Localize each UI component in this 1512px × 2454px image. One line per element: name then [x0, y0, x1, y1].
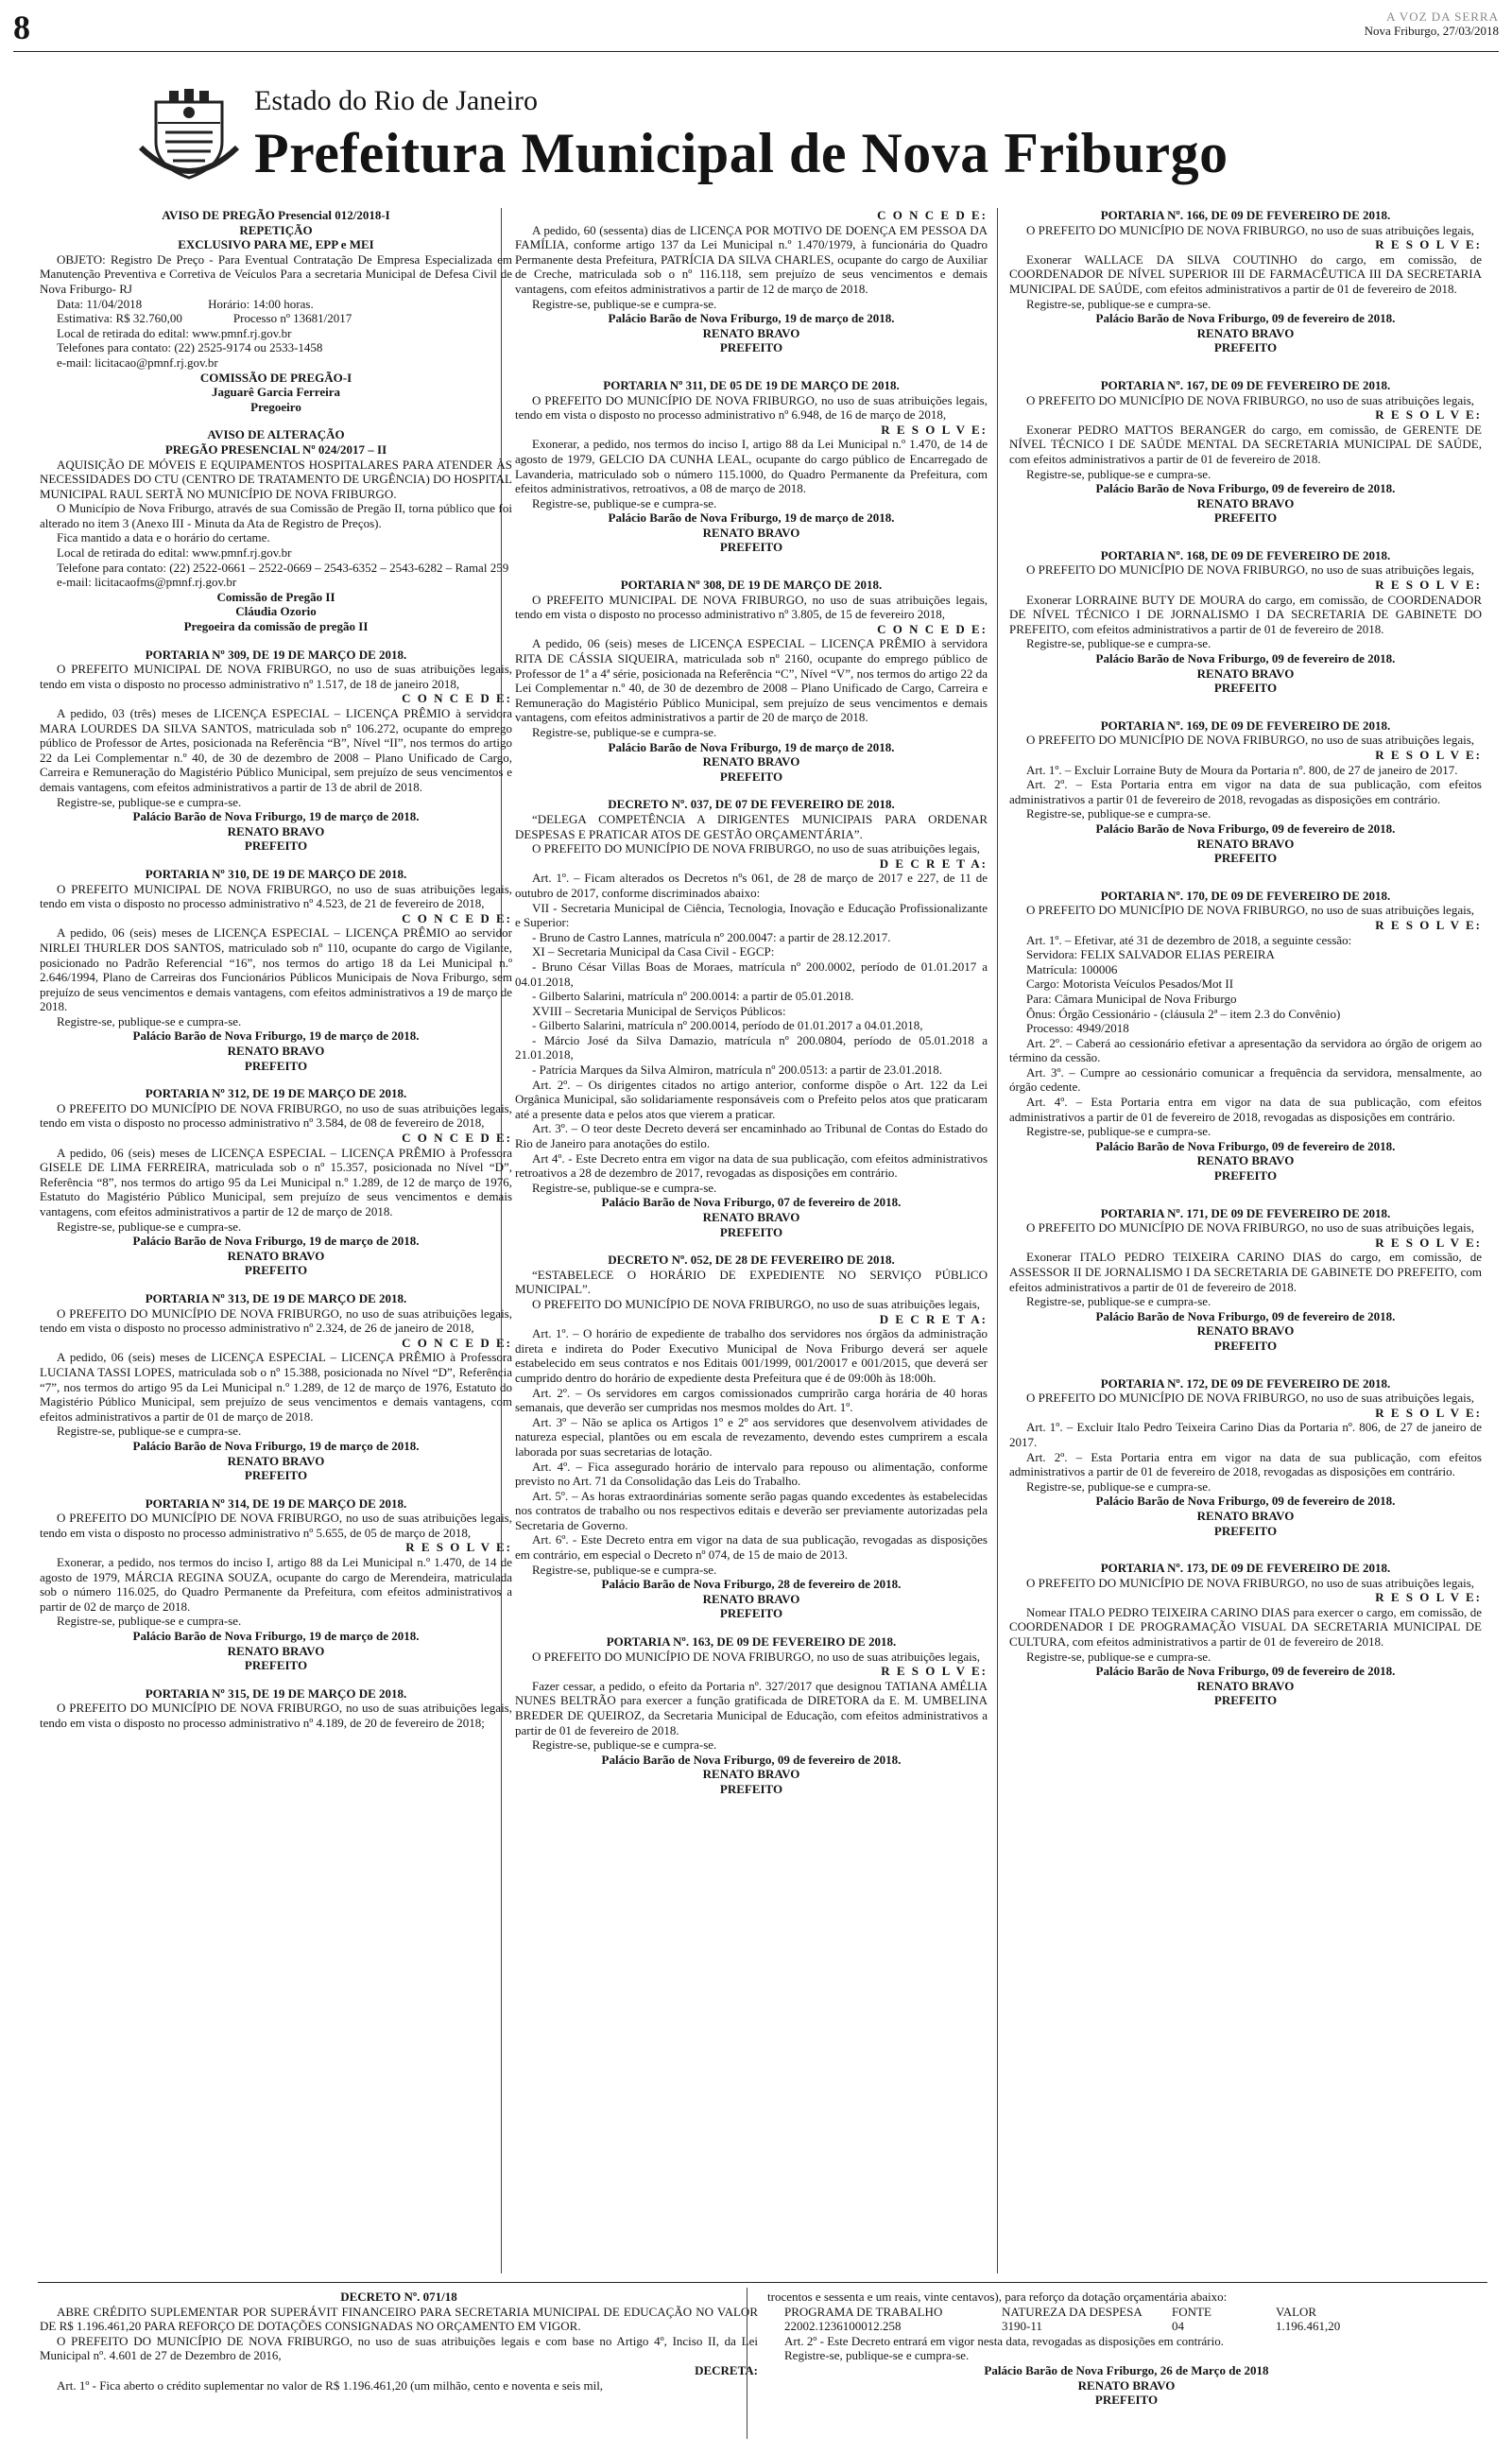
- info-line: [40, 297, 512, 312]
- section-title: PORTARIA Nº 309, DE 19 DE MARÇO DE 2018.: [145, 647, 407, 662]
- comissao-title: Comissão de Pregão II: [216, 589, 335, 604]
- intro-text: O PREFEITO DO MUNICÍPIO DE NOVA FRIBURGO, no uso de suas atribuições legais e com base no Artigo 4º, Inciso II, da Lei Municipal nº. 4.601 de 27 de Dezembro de 2016,: [40, 2333, 758, 2363]
- estimativa-text: Estimativa: R$ 32.760,00: [57, 311, 182, 326]
- intro-text: O PREFEITO DO MUNICÍPIO DE NOVA FRIBURGO, no uso de suas atribuições legais,: [532, 841, 981, 856]
- article-line: Ônus: Órgão Cessionário - (cláusula 2ª – item 2.3 do Convênio): [1026, 1006, 1341, 1021]
- article-line: Art. 5º. – As horas extraordinárias somente serão pagas quando excedentes às estabelecidas nos contratos de trabalho ou nos respectivos editais e deverão ser previamente autorizadas pela Secretaria de Governo.: [515, 1488, 988, 1532]
- data-text: Data: 11/04/2018: [57, 296, 143, 311]
- page-number: 8: [13, 9, 30, 46]
- section-title: PORTARIA Nº. 171, DE 09 DE FEVEREIRO DE 2018.: [1100, 1205, 1391, 1220]
- table-row: [767, 2319, 1486, 2334]
- portaria-315-continuation: [515, 208, 988, 355]
- palacio-text: Palácio Barão de Nova Friburgo, 07 de fevereiro de 2018.: [601, 1195, 902, 1210]
- portaria-169: [1009, 718, 1482, 866]
- body-text: Exonerar PEDRO MATTOS BERANGER do cargo, em comissão, de GERENTE DE NÍVEL TÉCNICO I DE SAÚDE MENTAL DA SECRETARIA MUNICIPAL DE SAÚDE, com efeitos administrativos a partir de 01 de fevereiro de 2018.: [1009, 422, 1482, 466]
- paper-info: [1365, 9, 1499, 38]
- intro-text: O PREFEITO DO MUNICÍPIO DE NOVA FRIBURGO, no uso de suas atribuições legais,: [1026, 733, 1475, 748]
- table-header-cell: PROGRAMA DE TRABALHO: [784, 2304, 943, 2319]
- signer-name: RENATO BRAVO: [1196, 1153, 1295, 1168]
- section-title: DECRETO Nº. 037, DE 07 DE FEVEREIRO DE 2018.: [608, 797, 895, 812]
- signer-role: PREFEITO: [244, 1058, 308, 1073]
- verb-text: C O N C E D E:: [402, 691, 512, 706]
- section-title: PORTARIA Nº. 167, DE 09 DE FEVEREIRO DE 2018.: [1100, 377, 1391, 392]
- article-line: Matrícula: 100006: [1026, 961, 1118, 976]
- portaria-167: [1009, 378, 1482, 526]
- intro-text: O PREFEITO DO MUNICÍPIO DE NOVA FRIBURGO, no uso de suas atribuições legais, tendo em vista o disposto no processo administrativo nº 5.655, de 05 de março de 2018,: [40, 1511, 512, 1540]
- palacio-text: Palácio Barão de Nova Friburgo, 19 de março de 2018.: [608, 510, 895, 526]
- section-title: PORTARIA Nº. 163, DE 09 DE FEVEREIRO DE 2018.: [606, 1634, 897, 1650]
- verb-text: DECRETA:: [695, 2362, 758, 2377]
- registre-text: Registre-se, publique-se e cumpra-se.: [57, 1218, 242, 1234]
- registre-text: Registre-se, publique-se e cumpra-se.: [532, 1180, 717, 1195]
- signer-name: RENATO BRAVO: [1196, 1508, 1295, 1523]
- ementa-text: “ESTABELECE O HORÁRIO DE EXPEDIENTE NO SERVIÇO PÚBLICO MUNICIPAL”.: [515, 1267, 988, 1297]
- palacio-text: Palácio Barão de Nova Friburgo, 09 de fevereiro de 2018.: [1095, 481, 1396, 496]
- article-line: Art. 1º. – Efetivar, até 31 de dezembro de 2018, a seguinte cessão:: [1026, 932, 1352, 947]
- signer-role: PREFEITO: [719, 540, 783, 555]
- article-line: Art. 2º. – Esta Portaria entra em vigor na data de sua publicação, com efeitos administrativos a partir de 01 de fevereiro de 2018, revogadas as disposições em contrário.: [1009, 1449, 1482, 1479]
- portaria-309: [40, 648, 512, 854]
- signer-role: Pregoeira da comissão de pregão II: [183, 619, 369, 634]
- registre-text: Registre-se, publique-se e cumpra-se.: [1026, 1294, 1211, 1309]
- section-title: PORTARIA Nº 315, DE 19 DE MARÇO DE 2018.: [145, 1685, 407, 1701]
- registre-text: Registre-se, publique-se e cumpra-se.: [57, 1424, 242, 1439]
- signer-name: RENATO BRAVO: [1196, 836, 1295, 851]
- palacio-text: Palácio Barão de Nova Friburgo, 19 de março de 2018.: [608, 739, 895, 754]
- signer-role: Pregoeiro: [250, 399, 301, 414]
- signer-name: RENATO BRAVO: [702, 1767, 800, 1782]
- palacio-text: Palácio Barão de Nova Friburgo, 26 de Março de 2018: [984, 2362, 1269, 2377]
- registre-text: Registre-se, publique-se e cumpra-se.: [1026, 466, 1211, 481]
- signer-name: RENATO BRAVO: [1196, 325, 1295, 340]
- decreto-037: [515, 797, 988, 1239]
- article-line: Art. 1º. – Ficam alterados os Decretos nºs 061, de 28 de março de 2017 e 227, de 11 de outubro de 2017, conforme discriminados abaixo:: [515, 871, 988, 900]
- portaria-315: [40, 1686, 512, 1731]
- article-line: Processo: 4949/2018: [1026, 1021, 1129, 1036]
- objeto-text: AQUISIÇÃO DE MÓVEIS E EQUIPAMENTOS HOSPITALARES PARA ATENDER ÀS NECESSIDADES DO CTU (CENTRO DE TRATAMENTO DE URGÊNCIA) DO HOSPITAL MUNICIPAL RAUL SERTÃ NO MUNICÍPIO DE NOVA FRIBURGO.: [40, 457, 512, 501]
- comissao-title: COMISSÃO DE PREGÃO-I: [199, 370, 352, 385]
- article-line: Art. 2º. – Esta Portaria entra em vigor na data de sua publicação, com efeitos administrativos a partir 01 de fevereiro de 2018, revogadas as disposições em contrário.: [1009, 777, 1482, 806]
- signer-name: RENATO BRAVO: [702, 1591, 800, 1606]
- intro-text: O PREFEITO DO MUNICÍPIO DE NOVA FRIBURGO, no uso de suas atribuições legais,: [1026, 222, 1475, 237]
- section-subtitle: REPETIÇÃO: [239, 222, 313, 237]
- signer-name: RENATO BRAVO: [702, 325, 800, 340]
- signer-name: RENATO BRAVO: [227, 1248, 325, 1263]
- signer-name: RENATO BRAVO: [1196, 1678, 1295, 1693]
- paper-date: Nova Friburgo, 27/03/2018: [1364, 24, 1499, 38]
- registre-text: Registre-se, publique-se e cumpra-se.: [532, 1562, 717, 1577]
- signer-name: RENATO BRAVO: [702, 1210, 800, 1224]
- section-title: PORTARIA Nº 312, DE 19 DE MARÇO DE 2018.: [145, 1086, 407, 1101]
- article-line: Art. 3º. – Cumpre ao cessionário comunicar a frequência da servidora, mensalmente, ao órgão cedente.: [1009, 1064, 1482, 1095]
- signer-role: PREFEITO: [244, 838, 308, 854]
- article-line: Art. 2º. – Os servidores em cargos comissionados cumprirão carga horária de 40 horas semanais, que deverão ser cumpridas nos mesmos moldes do Art. 1º.: [515, 1385, 988, 1415]
- processo-text: Processo nº 13681/2017: [232, 311, 352, 326]
- signer-name: RENATO BRAVO: [1196, 495, 1295, 510]
- palacio-text: Palácio Barão de Nova Friburgo, 09 de fevereiro de 2018.: [1095, 1494, 1396, 1509]
- email-text: e-mail: licitacaofms@pmnf.rj.gov.br: [57, 575, 237, 590]
- table-header-cell: NATUREZA DA DESPESA: [1002, 2304, 1143, 2319]
- article-line: XVIII – Secretaria Municipal de Serviços Públicos:: [532, 1003, 786, 1018]
- registre-text: Registre-se, publique-se e cumpra-se.: [532, 725, 717, 739]
- verb-text: D E C R E T A:: [879, 855, 988, 871]
- signer-name: RENATO BRAVO: [227, 823, 325, 838]
- telefones-text: Telefones para contato: (22) 2525-9174 ou 2533-1458: [57, 340, 323, 355]
- registre-text: Registre-se, publique-se e cumpra-se.: [1026, 1124, 1211, 1139]
- body-text: Fica mantido a data e o horário do certame.: [57, 530, 270, 545]
- portaria-312: [40, 1086, 512, 1278]
- registre-text: Registre-se, publique-se e cumpra-se.: [57, 794, 242, 809]
- article-line: Art. 4º. – Fica assegurado horário de intervalo para repouso ou alimentação, conforme previsto no Art. 71 da Consolidação das Leis do Trabalho.: [515, 1459, 988, 1489]
- column-3: [1009, 208, 1482, 1708]
- body-text: Nomear ITALO PEDRO TEIXEIRA CARINO DIAS para exercer o cargo, em comissão, de COORDENADOR I DE PROGRAMAÇÃO VISUAL DA SECRETARIA MUNICIPAL DE CULTURA, com efeitos administrativos a partir de 01 de fevereiro de 2018.: [1009, 1604, 1482, 1650]
- section-title: PORTARIA Nº. 170, DE 09 DE FEVEREIRO DE 2018.: [1100, 888, 1391, 903]
- table-cell: 3190-11: [1002, 2319, 1042, 2334]
- body-text: A pedido, 06 (seis) meses de LICENÇA ESPECIAL – LICENÇA PRÊMIO à Professora GISELE DE LIMA FERREIRA, matriculada sob o nº 15.357, posicionada no Nível “D”, Referência “8”, nos termos do artigo 95 da Lei Municipal n.º 1.289, de 12 de março de 1976, Estatuto do Magistério Público Municipal, sem prejuízo de seus vencimentos e demais vantagens, com efeitos administrativos a partir de 12 de março de 2018.: [40, 1145, 512, 1218]
- signer-role: PREFEITO: [1213, 1693, 1278, 1708]
- local-text: Local de retirada do edital: www.pmnf.rj.gov.br: [57, 325, 292, 340]
- intro-text: O PREFEITO DO MUNICÍPIO DE NOVA FRIBURGO, no uso de suas atribuições legais,: [1026, 1220, 1475, 1236]
- article-line: Art. 2º - Este Decreto entrará em vigor nesta data, revogadas as disposições em contrário.: [784, 2333, 1224, 2348]
- bottom-divider: [38, 2282, 1487, 2283]
- intro-text: O PREFEITO DO MUNICÍPIO DE NOVA FRIBURGO, no uso de suas atribuições legais, tendo em vista o disposto no processo administrativo nº 4.189, de 20 de fevereiro de 2018;: [40, 1701, 512, 1730]
- signer-name: RENATO BRAVO: [1077, 2377, 1176, 2393]
- portaria-172: [1009, 1376, 1482, 1539]
- article-line: - Bruno César Villas Boas de Moraes, matrícula nº 200.0002, período de 01.01.2017 a 04.01.2018,: [515, 959, 988, 989]
- verb-text: R E S O L V E:: [881, 1664, 988, 1679]
- article-line: Art. 4º. – Esta Portaria entra em vigor na data de sua publicação, com efeitos administrativos a partir de 01 de fevereiro de 2018, revogadas as disposições em contrário.: [1009, 1095, 1482, 1124]
- section-title: PORTARIA Nº 308, DE 19 DE MARÇO DE 2018.: [620, 578, 883, 593]
- body-text: O Município de Nova Friburgo, através de sua Comissão de Pregão II, torna público que foi alterado no item 3 (Anexo III - Minuta da Ata de Registro de Preços).: [40, 501, 512, 530]
- body-text: Exonerar, a pedido, nos termos do inciso I, artigo 88 da Lei Municipal n.º 1.470, de 14 de agosto de 1979, MÁRCIA REGINA SOUZA, ocupante do cargo de Merendeira, matriculada sob o número 116.025, do Quadro Permanente da Prefeitura, com efeitos administrativos a partir de 02 de março de 2018.: [40, 1555, 512, 1614]
- palacio-text: Palácio Barão de Nova Friburgo, 09 de fevereiro de 2018.: [601, 1752, 902, 1767]
- article-line: - Márcio José da Silva Damazio, matrícula nº 200.0804, período de 05.01.2018 a 21.01.2018,: [515, 1032, 988, 1063]
- palacio-text: Palácio Barão de Nova Friburgo, 09 de fevereiro de 2018.: [1095, 1138, 1396, 1153]
- telefone-text: Telefone para contato: (22) 2522-0661 – 2522-0669 – 2543-6352 – 2543-6282 – Ramal 259: [57, 560, 509, 575]
- signer-role: PREFEITO: [719, 340, 783, 355]
- verb-text: C O N C E D E:: [402, 1335, 512, 1350]
- portaria-311: [515, 378, 988, 555]
- intro-text: O PREFEITO MUNICIPAL DE NOVA FRIBURGO, no uso de suas atribuições legais, tendo em vista o disposto no processo administrativo nº 1.517, de 18 de janeiro 2018,: [40, 662, 512, 691]
- article-line: Art. 2º. – Os dirigentes citados no artigo anterior, conforme dispõe o Art. 122 da Lei Orgânica Municipal, são solidariamente responsáveis com o Prefeito pelos atos que praticaram até a presente data e pelos atos que vierem a praticar.: [515, 1077, 988, 1121]
- paper-name: A VOZ DA SERRA: [1386, 9, 1499, 24]
- signer-role: PREFEITO: [719, 1781, 783, 1796]
- intro-text: O PREFEITO DO MUNICÍPIO DE NOVA FRIBURGO, no uso de suas atribuições legais,: [1026, 903, 1475, 918]
- article-line: Art. 1º - Fica aberto o crédito suplementar no valor de R$ 1.196.461,20 (um milhão, cento e noventa e seis mil,: [57, 2377, 604, 2393]
- intro-text: O PREFEITO DO MUNICÍPIO DE NOVA FRIBURGO, no uso de suas atribuições legais, tendo em vista o disposto no processo administrativo nº 6.948, de 16 de março de 2018,: [515, 392, 988, 423]
- registre-text: Registre-se, publique-se e cumpra-se.: [1026, 806, 1211, 821]
- section-title: AVISO DE PREGÃO Presencial 012/2018-I: [162, 208, 390, 222]
- portaria-310: [40, 867, 512, 1073]
- palacio-text: Palácio Barão de Nova Friburgo, 19 de março de 2018.: [132, 1629, 420, 1644]
- signer-name: RENATO BRAVO: [702, 754, 800, 769]
- body-text: A pedido, 06 (seis) meses de LICENÇA ESPECIAL – LICENÇA PRÊMIO à Professora LUCIANA TASSI LOPES, matriculada sob o nº 15.388, posicionada no Nível “D”, Referência “7”, nos termos do artigo 95 da Lei Municipal n.º 1.289, de 12 de março de 1976, Estatuto do Magistério Público Municipal, sem prejuízo de seus vencimentos e demais vantagens, com efeitos administrativos a partir de 01 de março de 2018.: [40, 1350, 512, 1424]
- portaria-163: [515, 1634, 988, 1797]
- table-cell: 1.196.461,20: [1276, 2319, 1341, 2334]
- article-line: Art 4º. - Este Decreto entra em vigor na data de sua publicação, com efeitos administrativos retroativos a 28 de dezembro de 2017, revogadas as disposições em contrário.: [515, 1150, 988, 1181]
- article-line: Art. 3º – Não se aplica os Artigos 1º e 2º aos servidores que desenvolvem atividades de natureza especial, plantões ou em escala de revezamento, devendo estes cumprirem a escala laborada por suas secretarias de lotação.: [515, 1414, 988, 1459]
- portaria-168: [1009, 548, 1482, 696]
- intro-text: O PREFEITO DO MUNICÍPIO DE NOVA FRIBURGO, no uso de suas atribuições legais, tendo em vista o disposto no processo administrativo nº 3.584, de 08 de fevereiro de 2018,: [40, 1100, 512, 1131]
- palacio-text: Palácio Barão de Nova Friburgo, 19 de março de 2018.: [132, 1234, 420, 1249]
- signer-role: PREFEITO: [719, 1606, 783, 1621]
- palacio-text: Palácio Barão de Nova Friburgo, 19 de março de 2018.: [132, 1438, 420, 1453]
- article-line: trocentos e sessenta e um reais, vinte centavos), para reforço da dotação orçamentária abaixo:: [767, 2290, 1228, 2304]
- section-title: AVISO DE ALTERAÇÃO: [207, 427, 345, 442]
- page-header: [13, 8, 1499, 52]
- portaria-173: [1009, 1561, 1482, 1708]
- article-line: Art. 3º. – O teor deste Decreto deverá ser encaminhado ao Tribunal de Contas do Estado do Rio de Janeiro para anotações do estilo.: [515, 1121, 988, 1151]
- section-title: PORTARIA Nº. 173, DE 09 DE FEVEREIRO DE 2018.: [1100, 1561, 1391, 1576]
- signer-name: RENATO BRAVO: [1196, 1323, 1295, 1339]
- portaria-313: [40, 1291, 512, 1483]
- signer-name: RENATO BRAVO: [227, 1643, 325, 1658]
- registre-text: Registre-se, publique-se e cumpra-se.: [532, 1737, 717, 1753]
- article-line: Art. 1º. – O horário de expediente de trabalho dos servidores nos órgãos da administração direta e indireta do Poder Executivo Municipal de Nova Friburgo deverá ser aquele estabelecido em seus contratos e nos Editais 001/1999, 001/20017 e 001/2015, que deverá ser cumprido dentro do horário de expediente desta Prefeitura que é de 09:00h às 18:00h.: [515, 1326, 988, 1385]
- verb-text: C O N C E D E:: [402, 910, 512, 925]
- palacio-text: Palácio Barão de Nova Friburgo, 09 de fevereiro de 2018.: [1095, 311, 1396, 326]
- section-title: PORTARIA Nº. 169, DE 09 DE FEVEREIRO DE 2018.: [1100, 717, 1391, 733]
- ementa-text: “DELEGA COMPETÊNCIA A DIRIGENTES MUNICIPAIS PARA ORDENAR DESPESAS E PRATICAR ATOS DE GESTÃO ORÇAMENTÁRIA”.: [515, 811, 988, 841]
- article-line: - Gilberto Salarini, matrícula nº 200.0014: a partir de 05.01.2018.: [532, 989, 854, 1004]
- dotacao-table-header: [767, 2305, 1486, 2320]
- signer-role: PREFEITO: [719, 769, 783, 784]
- article-line: VII - Secretaria Municipal de Ciência, Tecnologia, Inovação e Educação Profissionalizante e Superior:: [515, 900, 988, 930]
- signer-role: PREFEITO: [1213, 1168, 1278, 1184]
- signer-role: PREFEITO: [1213, 1338, 1278, 1353]
- article-line: Art. 6º. - Este Decreto entra em vigor na data de sua publicação, revogadas as disposições em contrário, em especial o Decreto nº 074, de 15 de maio de 2013.: [515, 1532, 988, 1563]
- section-title: PORTARIA Nº 314, DE 19 DE MARÇO DE 2018.: [145, 1495, 407, 1511]
- signer-role: PREFEITO: [719, 1224, 783, 1239]
- verb-text: R E S O L V E:: [1375, 407, 1482, 423]
- decreto-052: [515, 1253, 988, 1621]
- objeto-text: OBJETO: Registro De Preço - Para Eventual Contratação De Empresa Especializada em Manutenção Preventiva e Corretiva de Veículos Para a secretaria Municipal de Defesa Civil de Nova Friburgo- RJ: [40, 251, 512, 296]
- body-text: Exonerar WALLACE DA SILVA COUTINHO do cargo, em comissão, de COORDENADOR DE NÍVEL SUPERIOR III DE FARMACÊUTICA III DA SECRETARIA MUNICIPAL DE SAÚDE, com efeitos administrativos a partir de 01 de fevereiro de 2018.: [1009, 251, 1482, 296]
- table-header-cell: VALOR: [1276, 2304, 1317, 2319]
- table-cell: 04: [1172, 2319, 1184, 2334]
- palacio-text: Palácio Barão de Nova Friburgo, 09 de fevereiro de 2018.: [1095, 1664, 1396, 1679]
- registre-text: Registre-se, publique-se e cumpra-se.: [57, 1614, 242, 1629]
- article-line: XI – Secretaria Municipal da Casa Civil - EGCP:: [532, 944, 775, 959]
- signer-role: PREFEITO: [1213, 851, 1278, 866]
- verb-text: R E S O L V E:: [1375, 1235, 1482, 1250]
- section-title: DECRETO Nº. 052, DE 28 DE FEVEREIRO DE 2018.: [608, 1253, 895, 1268]
- article-line: - Gilberto Salarini, matrícula nº 200.0014, período de 01.01.2017 a 04.01.2018,: [532, 1018, 923, 1033]
- article-line: Art. 1º. – Excluir Italo Pedro Teixeira Carino Dias da Portaria nº. 806, de 27 de janeiro de 2017.: [1009, 1420, 1482, 1449]
- signer-name: Cláudia Ozorio: [235, 604, 317, 619]
- intro-text: O PREFEITO DO MUNICÍPIO DE NOVA FRIBURGO, no uso de suas atribuições legais,: [1026, 562, 1475, 578]
- column-divider: [997, 208, 998, 2273]
- body-text: A pedido, 06 (seis) meses de LICENÇA ESPECIAL – LICENÇA PRÊMIO ao servidor NIRLEI THURLER DOS SANTOS, matriculado sob nº 110, ocupante do cargo de Vigilante, posicionado no Padrão Referencial “16”, nos termos do artigo 18 da Lei Municipal n.º 2.646/1994, Plano de Carreiras dos Funcionários Públicos Municipais de Nova Friburgo, sem prejuízo de seus vencimentos e demais vantagens, com efeitos administrativos a 19 de março de 2018.: [40, 925, 512, 1014]
- signer-role: PREFEITO: [244, 1658, 308, 1673]
- intro-text: O PREFEITO DO MUNICÍPIO DE NOVA FRIBURGO, no uso de suas atribuições legais,: [1026, 1575, 1475, 1590]
- verb-text: C O N C E D E:: [877, 208, 988, 222]
- horario-text: Horário: 14:00 horas.: [208, 296, 314, 311]
- body-text: Exonerar, a pedido, nos termos do inciso I, artigo 88 da Lei Municipal n.º 1.470, de 14 de agosto de 1979, GELCIO DA CUNHA LEAL, ocupante do cargo público de Encarregado de Lavanderia, matriculado sob o número 115.1000, do Quadro Permanente da Prefeitura, com efeitos administrativos, retroativos, a 08 de março de 2018.: [515, 437, 988, 496]
- section-title: PORTARIA Nº 313, DE 19 DE MARÇO DE 2018.: [145, 1290, 407, 1305]
- registre-text: Registre-se, publique-se e cumpra-se.: [784, 2348, 970, 2363]
- decreto-071-right: [767, 2290, 1486, 2408]
- verb-text: C O N C E D E:: [877, 621, 988, 636]
- body-text: A pedido, 60 (sessenta) dias de LICENÇA POR MOTIVO DE DOENÇA EM PESSOA DA FAMÍLIA, conforme artigo 137 da Lei Municipal n.º 1.470/1979, à funcionária do Quadro Permanente desta Prefeitura, PATRÍCIA DA SILVA CHARLES, ocupante do cargo de Auxiliar de Creche, matriculada sob o nº 116.118, sem prejuízo de seus vencimentos e demais vantagens, com efeitos administrativos a partir de 12 de março de 2018.: [515, 222, 988, 296]
- verb-text: R E S O L V E:: [1375, 748, 1482, 762]
- palacio-text: Palácio Barão de Nova Friburgo, 28 de fevereiro de 2018.: [601, 1577, 902, 1592]
- section-title: DECRETO Nº. 071/18: [340, 2290, 457, 2304]
- intro-text: O PREFEITO MUNICIPAL DE NOVA FRIBURGO, no uso de suas atribuições legais, tendo em vista o disposto no processo administrativo nº 3.805, de 15 de fevereiro 2018,: [515, 592, 988, 622]
- section-title: PORTARIA Nº. 172, DE 09 DE FEVEREIRO DE 2018.: [1100, 1375, 1391, 1391]
- signer-name: RENATO BRAVO: [227, 1453, 325, 1468]
- intro-text: O PREFEITO DO MUNICÍPIO DE NOVA FRIBURGO, no uso de suas atribuições legais,: [1026, 392, 1475, 407]
- verb-text: C O N C E D E:: [402, 1131, 512, 1146]
- registre-text: Registre-se, publique-se e cumpra-se.: [1026, 1478, 1211, 1494]
- local-text: Local de retirada do edital: www.pmnf.rj.gov.br: [57, 545, 292, 561]
- portaria-308: [515, 578, 988, 784]
- verb-text: R E S O L V E:: [1375, 237, 1482, 252]
- signer-name: RENATO BRAVO: [227, 1044, 325, 1059]
- verb-text: R E S O L V E:: [1375, 1405, 1482, 1420]
- state-name: Estado do Rio de Janeiro: [254, 85, 538, 116]
- palacio-text: Palácio Barão de Nova Friburgo, 19 de março de 2018.: [608, 311, 895, 326]
- portaria-170: [1009, 889, 1482, 1184]
- prefeitura-title: Prefeitura Municipal de Nova Friburgo: [254, 122, 1228, 184]
- portaria-314: [40, 1496, 512, 1673]
- signer-role: PREFEITO: [244, 1263, 308, 1278]
- verb-text: R E S O L V E:: [405, 1540, 512, 1555]
- verb-text: R E S O L V E:: [1375, 917, 1482, 932]
- article-line: Para: Câmara Municipal de Nova Friburgo: [1026, 991, 1237, 1006]
- palacio-text: Palácio Barão de Nova Friburgo, 19 de março de 2018.: [132, 809, 420, 824]
- portaria-171: [1009, 1206, 1482, 1354]
- table-header-cell: FONTE: [1172, 2304, 1211, 2319]
- registre-text: Registre-se, publique-se e cumpra-se.: [57, 1013, 242, 1028]
- section-title: PORTARIA Nº 311, DE 05 DE 19 DE MARÇO DE 2018.: [603, 377, 900, 392]
- signer-name: RENATO BRAVO: [702, 525, 800, 540]
- municipal-coat-of-arms-icon: [137, 89, 241, 183]
- verb-text: D E C R E T A:: [879, 1311, 988, 1326]
- article-line: Art. 1º. – Excluir Lorraine Buty de Moura da Portaria nº. 800, de 27 de janeiro de 2017.: [1026, 762, 1458, 777]
- intro-text: O PREFEITO DO MUNICÍPIO DE NOVA FRIBURGO, no uso de suas atribuições legais,: [532, 1296, 981, 1311]
- section-title: PORTARIA Nº. 168, DE 09 DE FEVEREIRO DE 2018.: [1100, 547, 1391, 562]
- body-text: Exonerar LORRAINE BUTY DE MOURA do cargo, em comissão, de COORDENADOR DE NÍVEL TÉCNICO I DE JORNALISMO I DA SECRETARIA DE GABINETE DO PREFEITO, com efeitos administrativos a partir de 01 de fevereiro de 2018.: [1009, 592, 1482, 636]
- table-cell: 22002.1236100012.258: [784, 2319, 902, 2334]
- palacio-text: Palácio Barão de Nova Friburgo, 09 de fevereiro de 2018.: [1095, 651, 1396, 666]
- body-text: A pedido, 06 (seis) meses de LICENÇA ESPECIAL – LICENÇA PRÊMIO à servidora RITA DE CÁSSIA SIQUEIRA, matriculada sob nº 2160, ocupante do emprego público de Professor de 1ª a 4ª série, posicionada na Referência “C”, Nível “V”, nos termos do artigo 22 da Lei Complementar n.º 40, de 30 de dezembro de 2008 – Plano Unificado de Cargo, Carreira e Remuneração do Magistério Público Municipal, sem prejuízo de seus vencimentos e demais vantagens, com efeitos administrativos a partir de 20 de março de 2018.: [515, 636, 988, 725]
- section-title: PORTARIA Nº 310, DE 19 DE MARÇO DE 2018.: [145, 866, 407, 881]
- intro-text: O PREFEITO DO MUNICÍPIO DE NOVA FRIBURGO, no uso de suas atribuições legais,: [532, 1649, 981, 1664]
- section-title: PORTARIA Nº. 166, DE 09 DE FEVEREIRO DE 2018.: [1100, 208, 1391, 222]
- registre-text: Registre-se, publique-se e cumpra-se.: [532, 296, 717, 311]
- portaria-166: [1009, 208, 1482, 355]
- column-2: [515, 208, 988, 1797]
- article-line: - Bruno de Castro Lannes, matrícula nº 200.0047: a partir de 28.12.2017.: [532, 929, 891, 944]
- signer-name: RENATO BRAVO: [1196, 665, 1295, 681]
- aviso-pregao-012: [40, 208, 512, 414]
- signer-name: Jaguarê Garcia Ferreira: [212, 385, 340, 400]
- section-subtitle: EXCLUSIVO PARA ME, EPP e MEI: [178, 237, 374, 252]
- article-line: Servidora: FELIX SALVADOR ELIAS PEREIRA: [1026, 947, 1275, 962]
- info-line: [40, 311, 512, 326]
- intro-text: O PREFEITO DO MUNICÍPIO DE NOVA FRIBURGO, no uso de suas atribuições legais,: [1026, 1391, 1475, 1406]
- article-line: Cargo: Motorista Veículos Pesados/Mot II: [1026, 976, 1234, 992]
- intro-text: O PREFEITO MUNICIPAL DE NOVA FRIBURGO, no uso de suas atribuições legais, tendo em vista o disposto no processo administrativo nº 4.523, de 21 de fevereiro de 2018,: [40, 881, 512, 911]
- signer-role: PREFEITO: [1213, 1523, 1278, 1538]
- article-line: - Patrícia Marques da Silva Almiron, matrícula nº 200.0513: a partir de 23.01.2018.: [532, 1063, 943, 1078]
- ementa-text: ABRE CRÉDITO SUPLEMENTAR POR SUPERÁVIT FINANCEIRO PARA SECRETARIA MUNICIPAL DE EDUCAÇÃO NO VALOR DE R$ 1.196.461,20 PARA REFORÇO DE DOTAÇÕES CONSIGNADAS NO ORÇAMENTO EM VIGOR.: [40, 2304, 758, 2334]
- masthead: [156, 83, 1384, 187]
- registre-text: Registre-se, publique-se e cumpra-se.: [532, 495, 717, 510]
- verb-text: R E S O L V E:: [881, 422, 988, 437]
- section-subtitle: PREGÃO PRESENCIAL Nº 024/2017 – II: [164, 441, 387, 457]
- body-text: Fazer cessar, a pedido, o efeito da Portaria nº. 327/2017 que designou TATIANA AMÉLIA NUNES BELTRÃO para exercer a função gratificada de DIRETORA da E. M. UMBELINA BREDER DE QUEIROZ, da Secretaria Municipal de Educação, com efeitos administrativos a partir de 01 de fevereiro de 2018.: [515, 1678, 988, 1737]
- signer-role: PREFEITO: [1213, 510, 1278, 526]
- registre-text: Registre-se, publique-se e cumpra-se.: [1026, 636, 1211, 651]
- decreto-071-left: [40, 2290, 758, 2393]
- aviso-alteracao: [40, 427, 512, 633]
- verb-text: R E S O L V E:: [1375, 578, 1482, 593]
- signer-role: PREFEITO: [244, 1468, 308, 1483]
- article-line: Art. 2º. – Caberá ao cessionário efetivar a apresentação da servidora ao órgão de origem ao término da cessão.: [1009, 1035, 1482, 1065]
- signer-role: PREFEITO: [1094, 2393, 1159, 2408]
- signer-role: PREFEITO: [1213, 340, 1278, 355]
- signer-role: PREFEITO: [1213, 681, 1278, 696]
- palacio-text: Palácio Barão de Nova Friburgo, 09 de fevereiro de 2018.: [1095, 1308, 1396, 1323]
- registre-text: Registre-se, publique-se e cumpra-se.: [1026, 1649, 1211, 1664]
- intro-text: O PREFEITO DO MUNICÍPIO DE NOVA FRIBURGO, no uso de suas atribuições legais, tendo em vista o disposto no processo administrativo nº 2.324, de 26 de janeiro de 2018,: [40, 1305, 512, 1336]
- email-text: e-mail: licitacao@pmnf.rj.gov.br: [57, 354, 218, 370]
- verb-text: R E S O L V E:: [1375, 1590, 1482, 1605]
- registre-text: Registre-se, publique-se e cumpra-se.: [1026, 296, 1211, 311]
- body-text: Exonerar ITALO PEDRO TEIXEIRA CARINO DIAS do cargo, em comissão, de ASSESSOR II DE JORNALISMO I DA SECRETARIA DE GABINETE DO PREFEITO, com efeitos administrativos a partir de 01 de fevereiro de 2018.: [1009, 1250, 1482, 1294]
- palacio-text: Palácio Barão de Nova Friburgo, 09 de fevereiro de 2018.: [1095, 821, 1396, 836]
- palacio-text: Palácio Barão de Nova Friburgo, 19 de março de 2018.: [132, 1028, 420, 1044]
- body-text: A pedido, 03 (três) meses de LICENÇA ESPECIAL – LICENÇA PRÊMIO à servidora MARA LOURDES DA SILVA SANTOS, matriculada sob nº 106.272, ocupante do emprego público de Professor de Artes, posicionada na Referência “B”, Nível “II”, nos termos do artigo 22 da Lei Complementar n.º 40, de 30 de dezembro de 2008 – Plano Unificado de Cargo, Carreira e Remuneração do Magistério Público Municipal, sem prejuízo de seus vencimentos e demais vantagens, com efeitos administrativos a partir de 13 de abril de 2018.: [40, 706, 512, 794]
- column-1: [40, 208, 512, 1731]
